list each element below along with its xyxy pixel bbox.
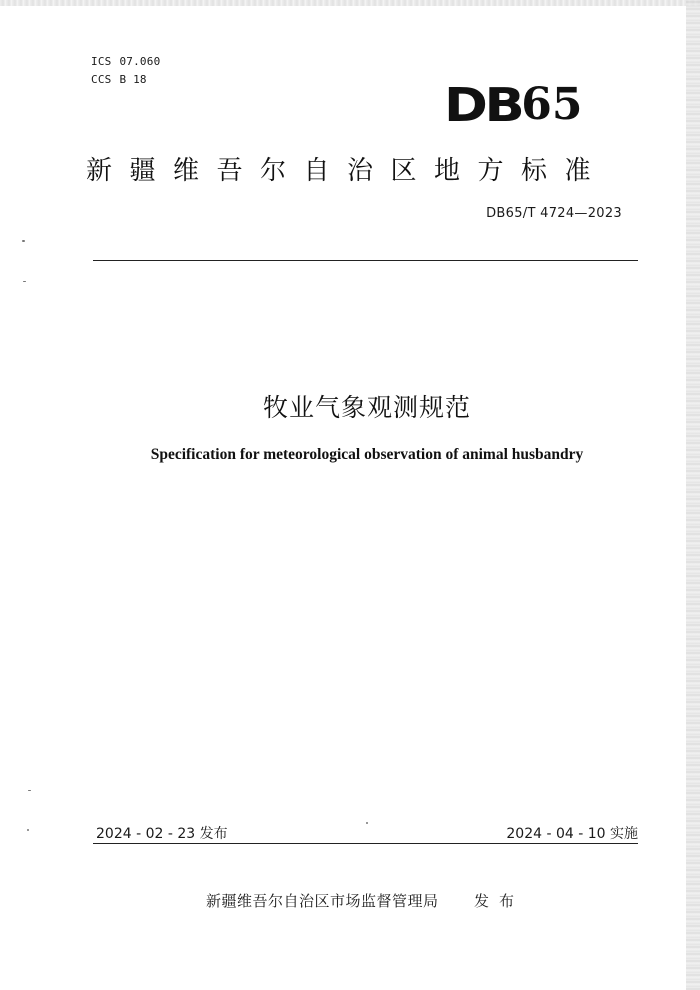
implementation-date: 2024 - 04 - 10 实施 bbox=[506, 826, 638, 842]
scan-speck bbox=[27, 829, 29, 831]
scan-speck bbox=[28, 790, 31, 791]
publisher-name: 新疆维吾尔自治区市场监督管理局 bbox=[206, 892, 439, 910]
standard-code: DB65/T 4724—2023 bbox=[486, 206, 622, 221]
scan-top-edge bbox=[0, 0, 700, 6]
logo-number: 65 bbox=[521, 79, 583, 130]
standard-category-title: 新疆维吾尔自治区地方标准 bbox=[86, 156, 609, 186]
publish-label: 发布 bbox=[474, 892, 525, 910]
ccs-value: B 18 bbox=[119, 73, 147, 86]
ccs-classification bbox=[91, 73, 147, 86]
scan-right-edge bbox=[686, 0, 700, 990]
ics-value: 07.060 bbox=[119, 55, 161, 68]
scan-speck bbox=[23, 281, 26, 282]
issue-date: 2024 - 02 - 23 发布 bbox=[96, 826, 228, 842]
ics-classification bbox=[91, 55, 160, 68]
bottom-divider bbox=[93, 843, 638, 844]
db65-logo bbox=[444, 80, 599, 130]
ics-label: ICS bbox=[91, 55, 112, 68]
ccs-label: CCS bbox=[91, 73, 112, 86]
top-divider bbox=[93, 260, 638, 261]
scan-speck bbox=[22, 240, 25, 242]
document-title-cn: 牧业气象观测规范 bbox=[262, 393, 471, 422]
scan-speck bbox=[366, 822, 368, 824]
logo-letters: DB bbox=[444, 78, 522, 132]
document-title-en: Specification for meteorological observation of animal husbandry bbox=[150, 446, 584, 463]
